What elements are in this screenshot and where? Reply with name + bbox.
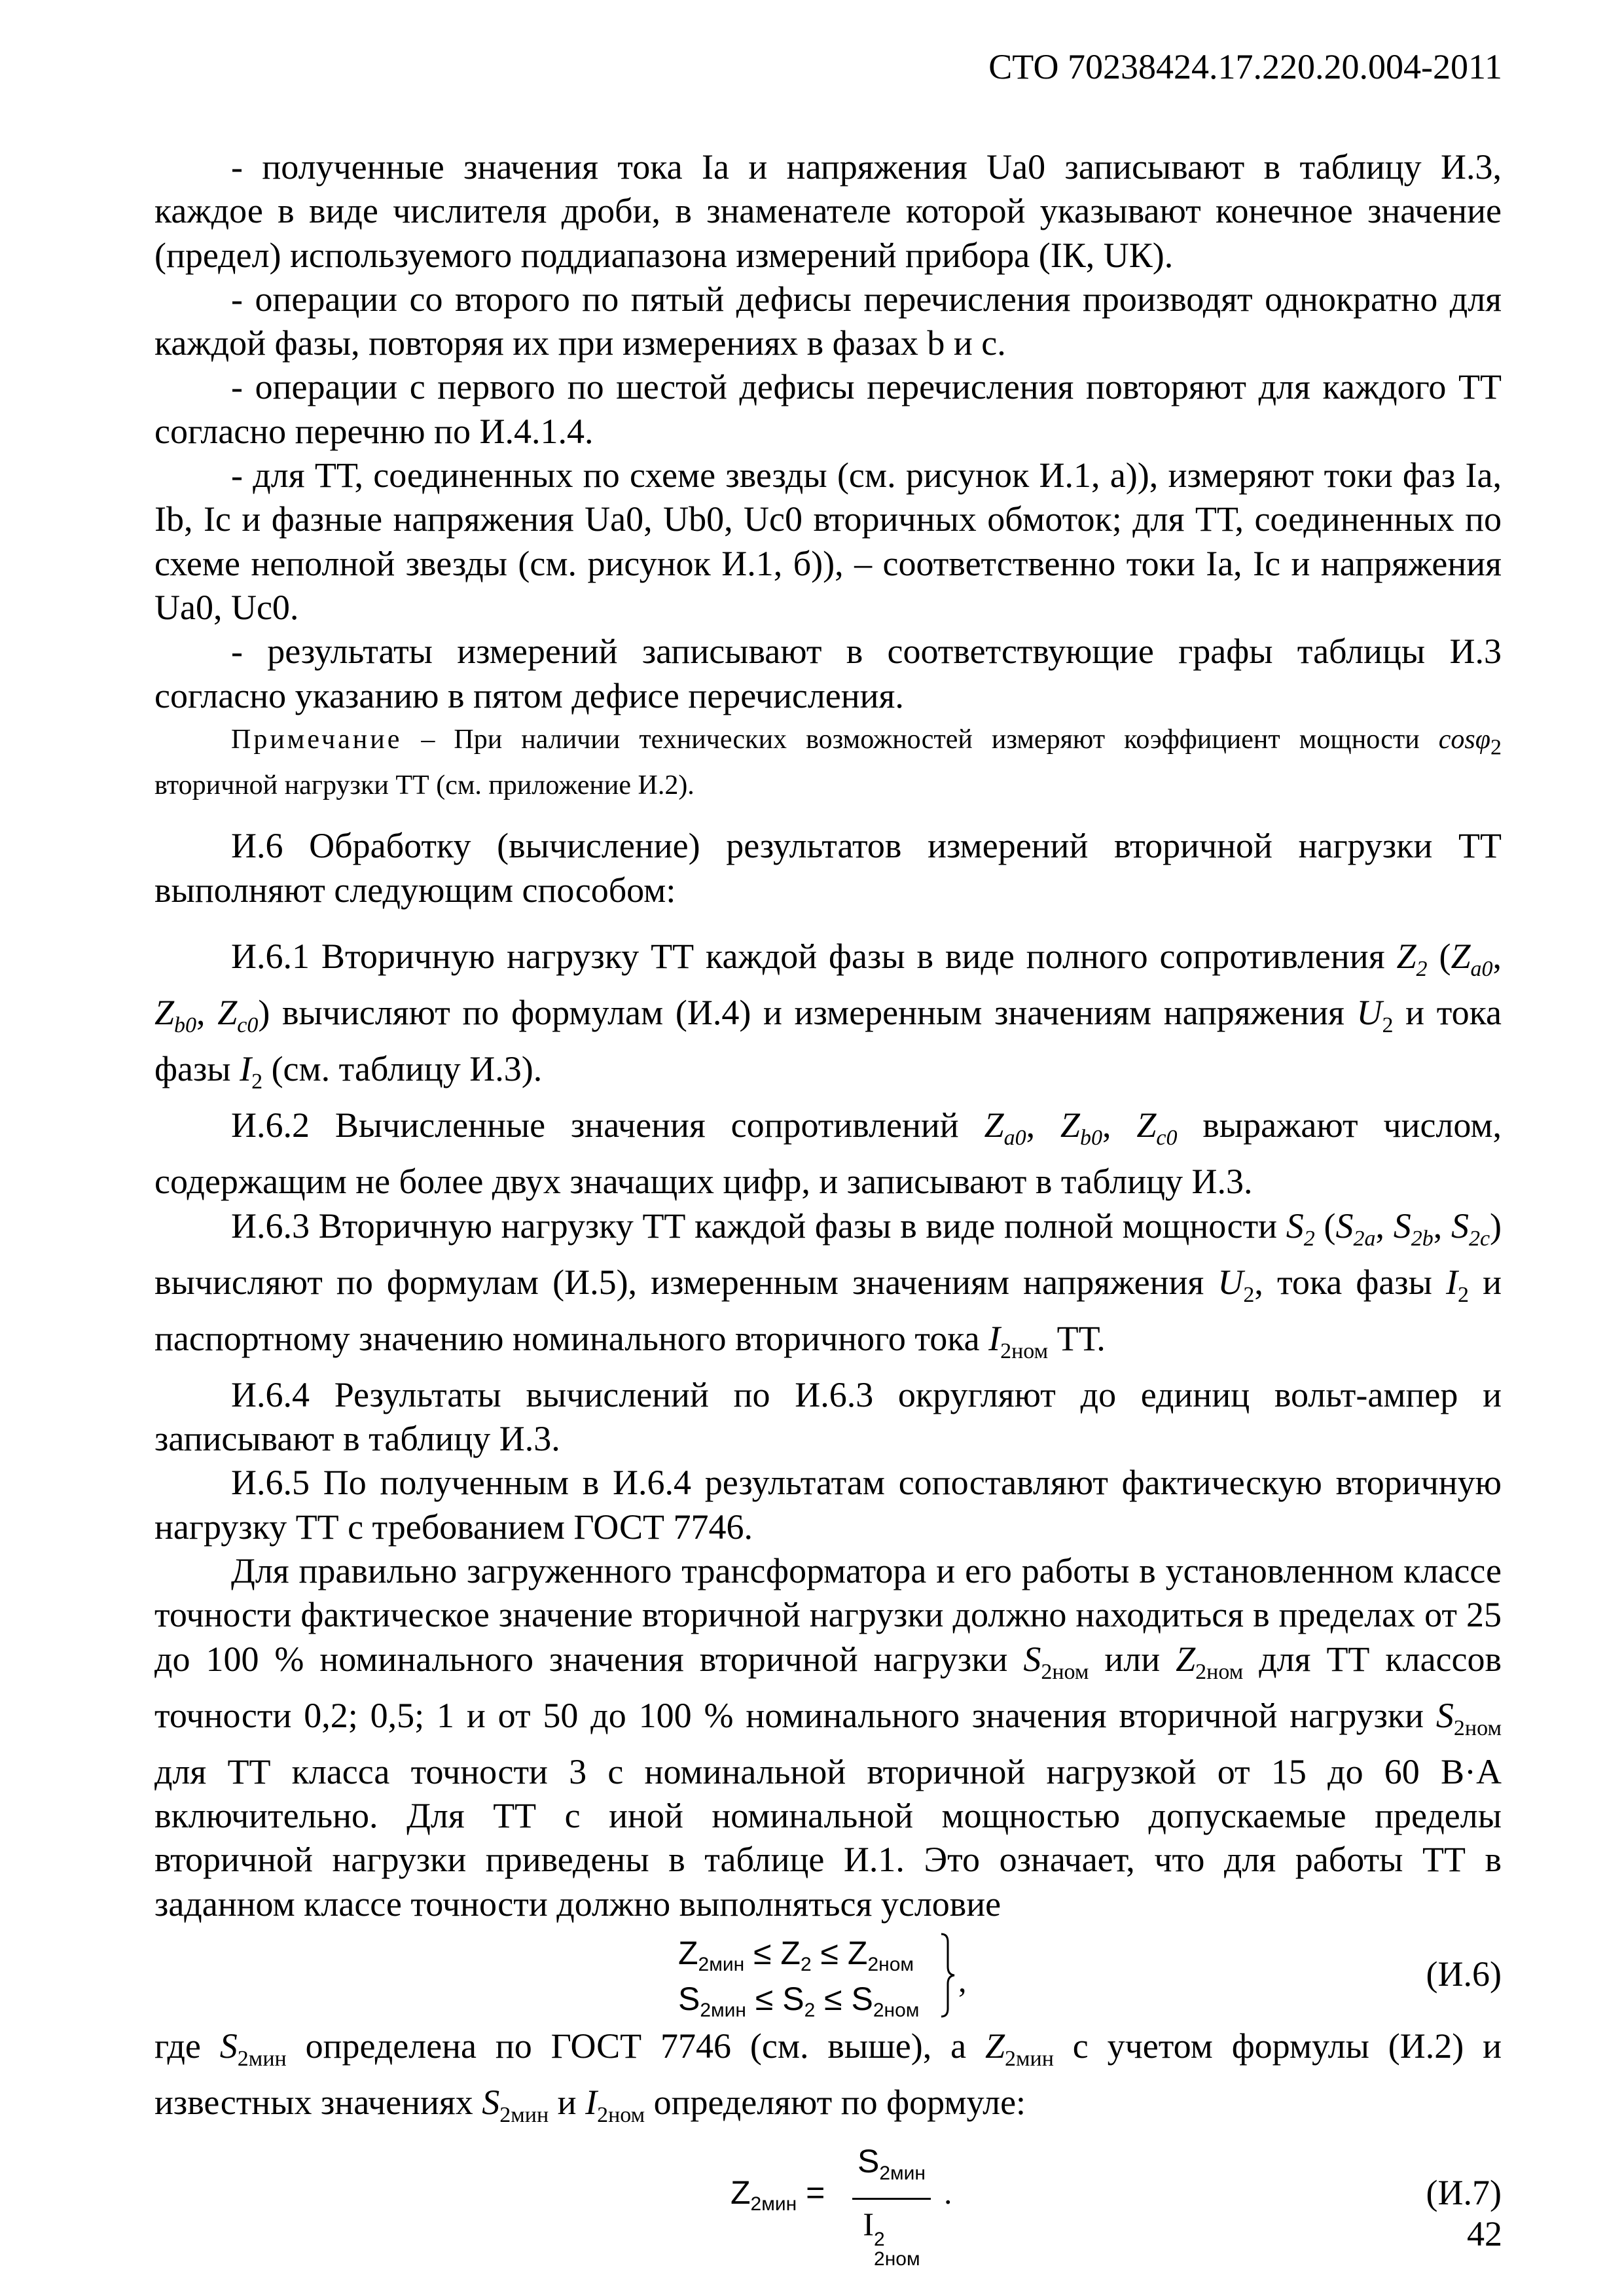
document-code: СТО 70238424.17.220.20.004-2011 bbox=[988, 47, 1502, 86]
formula-i7 bbox=[154, 2137, 1502, 2270]
formula-number: (И.6) bbox=[1426, 1954, 1502, 1994]
paragraph: - операции со второго по пятый дефисы перечисления производят однократно для каждой фазы, повторяя их при измерениях в фазах b и с. bbox=[154, 279, 1502, 363]
page-body bbox=[154, 145, 1502, 2270]
fraction-numerator: $S_{2мин}$ bbox=[857, 2143, 926, 2185]
section-i62: И.6.2 Вычисленные значения сопротивлений $Z_{a0}$, $Z_{b0}$, $Z_{c0}$ выражают числом, содержащим не более двух значащих цифр, и записывают в таблицу И.3. bbox=[154, 1105, 1502, 1202]
section-i65: И.6.5 По полученным в И.6.4 результатам сопоставляют фактическую вторичную нагрузку ТТ с требованием ГОСТ 7746. bbox=[154, 1463, 1502, 1547]
paragraph-where: где $S_{2мин}$ определена по ГОСТ 7746 (см. выше), а $Z_{2мин}$ с учетом формулы (И.2) и известных значениях $S_{2мин}$ и $I_{2ном}$ определяют по формуле: bbox=[154, 2026, 1502, 2127]
formula-trail: . bbox=[944, 2174, 952, 2212]
page-number: 42 bbox=[1467, 2214, 1502, 2253]
formula-trail: , bbox=[958, 1962, 967, 1999]
formula-i6 bbox=[154, 1926, 1502, 2024]
section-i64: И.6.4 Результаты вычислений по И.6.3 округляют до единиц вольт-ампер и записывают в таблицу И.3. bbox=[154, 1374, 1502, 1459]
formula-line-z: $Z_{2мин} \le Z_2 \le Z_{2ном}$ bbox=[678, 1934, 914, 1975]
note-label: Примечание bbox=[231, 724, 403, 755]
section-i6: И.6 Обработку (вычисление) результатов измерений вторичной нагрузки ТТ выполняют следующим способом: bbox=[154, 826, 1502, 910]
note-cos: cosφ bbox=[1438, 724, 1490, 755]
formula-number: (И.7) bbox=[1426, 2173, 1502, 2213]
formula-lhs: $Z_{2мин}$ = bbox=[731, 2174, 825, 2215]
note-text: вторичной нагрузки ТТ (см. приложение И.2). bbox=[154, 770, 695, 801]
note bbox=[154, 721, 1502, 804]
paragraph: - для ТТ, соединенных по схеме звезды (см. рисунок И.1, а)), измеряют токи фаз Ia, Ib, Ic и фазные напряжения Ua0, Ub0, Uc0 вторичных обмоток; для ТТ, соединенных по схеме неполной звезды (см. рисунок И.1, б)), – соответственно токи Ia, Ic и напряжения Ua0, Uc0. bbox=[154, 456, 1502, 627]
paragraph-load-limits: Для правильно загруженного трансформатора и его работы в установленном классе точности фактическое значение вторичной нагрузки должно находиться в пределах от 25 до 100 % номинального значения вторичной нагрузки $S_{2ном}$ или $Z_{2ном}$ для ТТ классов точности 0,2; 0,5; 1 и от 50 до 100 % номинального значения вторичной нагрузки $S_{2ном}$ для ТТ класса точности 3 с номинальной вторичной нагрузкой от 15 до 60 В·А включительно. Для ТТ с иной номинальной мощностью допускаемые пределы вторичной нагрузки приведены в таблице И.1. Это означает, что для работы ТТ в заданном классе точности должно выполняться условие bbox=[154, 1551, 1502, 1924]
paragraph: - операции с первого по шестой дефисы перечисления повторяют для каждого ТТ согласно перечню по И.4.1.4. bbox=[154, 367, 1502, 451]
fraction-denominator: I 2 2ном bbox=[863, 2206, 920, 2270]
section-i63: И.6.3 Вторичную нагрузку ТТ каждой фазы в виде полной мощности $S_2$ ($S_{2a}$, $S_{2b}$, $S_{2c}$) вычисляют по формулам (И.5), измеренным значениям напряжения $U_2$, тока фазы $I_2$ и паспортному значению номинального вторичного тока $I_{2ном}$ ТТ. bbox=[154, 1206, 1502, 1363]
note-cos-sub: 2 bbox=[1490, 735, 1502, 760]
brace-icon bbox=[939, 1931, 958, 2020]
paragraph: - полученные значения тока Ia и напряжения Ua0 записывают в таблицу И.3, каждое в виде числителя дроби, в знаменателе которой указывают конечное значение (предел) используемого поддиапазона измерений прибора (IК, UК). bbox=[154, 147, 1502, 275]
formula-fraction bbox=[852, 2140, 931, 2269]
paragraph: - результаты измерений записывают в соответствующие графы таблицы И.3 согласно указанию в пятом дефисе перечисления. bbox=[154, 632, 1502, 715]
fraction-bar bbox=[852, 2198, 931, 2200]
note-text: – При наличии технических возможностей измеряют коэффициент мощности bbox=[402, 724, 1439, 755]
formula-line-s: $S_{2мин} \le S_2 \le S_{2ном}$ bbox=[678, 1980, 920, 2021]
section-i61: И.6.1 Вторичную нагрузку ТТ каждой фазы в виде полного сопротивления $Z_2$ ($Z_{a0}$, $Z_{b0}$, $Z_{c0}$) вычисляют по формулам (И.4) и измеренным значениям напряжения $U_2$ и тока фазы $I_2$ (см. таблицу И.3). bbox=[154, 936, 1502, 1094]
